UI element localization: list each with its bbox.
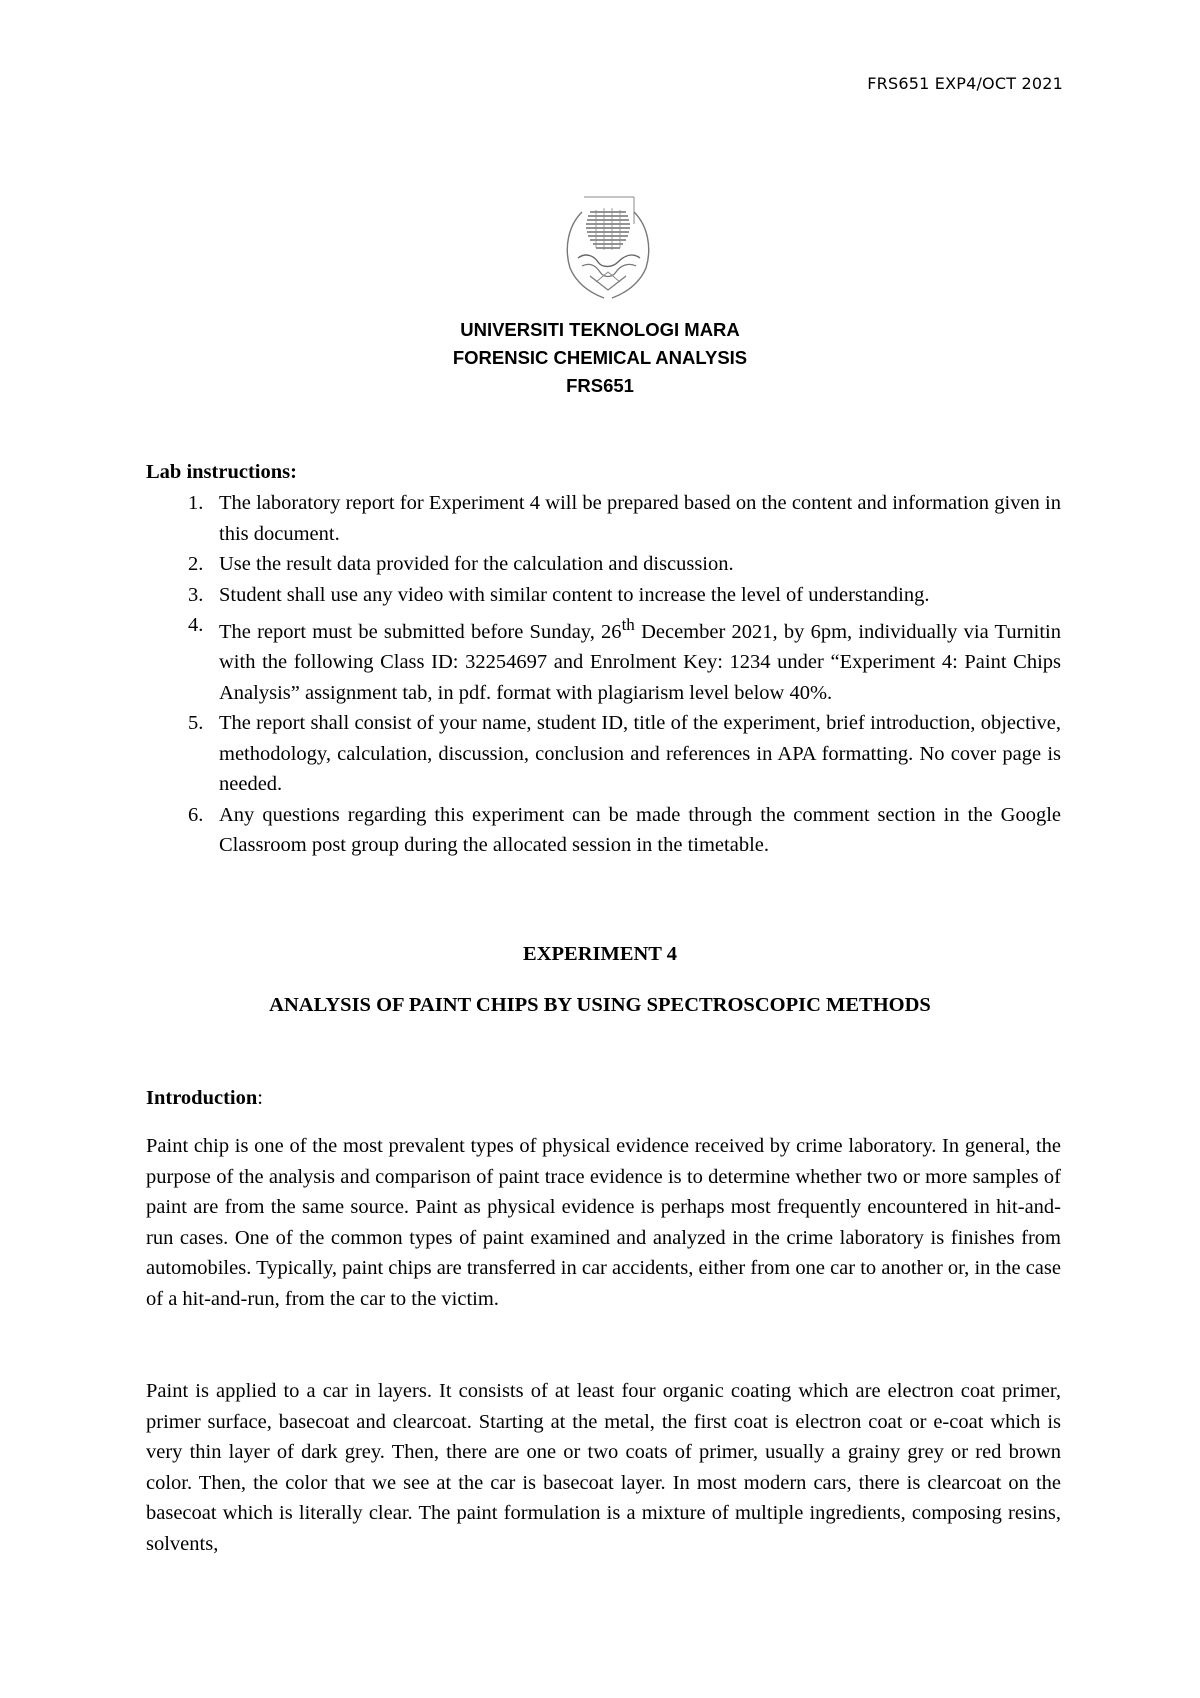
list-number: 4. — [188, 614, 204, 636]
introduction-heading-colon: : — [257, 1087, 263, 1109]
university-name: UNIVERSITI TEKNOLOGI MARA — [460, 319, 740, 340]
list-item — [146, 708, 1061, 800]
introduction-paragraph-1: Paint chip is one of the most prevalent types of physical evidence received by crime laboratory. In general, the purpose of the analysis and comparison of paint trace evidence is to determine whether two or more samples of paint are from the same source. Paint as physical evidence is perhaps most frequently encountered in hit-and-run cases. One of the common types of paint examined and analyzed in the crime laboratory is finishes from automobiles. Typically, paint chips are transferred in car accidents, either from one car to another or, in the case of a hit-and-run, from the car to the victim. — [146, 1135, 1061, 1310]
experiment-title: EXPERIMENT 4 — [523, 943, 677, 965]
list-item — [146, 580, 1061, 611]
deadline-text-start: The report must be submitted before Sunday, 26 — [219, 620, 622, 643]
introduction-heading-text: Introduction — [146, 1087, 258, 1109]
list-number: 1. — [188, 492, 204, 514]
experiment-subtitle: ANALYSIS OF PAINT CHIPS BY USING SPECTROSCOPIC METHODS — [269, 994, 931, 1016]
course-name: FORENSIC CHEMICAL ANALYSIS — [452, 347, 748, 368]
university-crest-icon — [560, 196, 656, 301]
list-item — [146, 488, 1061, 549]
list-item-text: Use the result data provided for the calculation and discussion. — [219, 553, 734, 575]
list-item-text: The laboratory report for Experiment 4 will be prepared based on the content and information given in this document. — [219, 492, 1061, 545]
date-ordinal-suffix: th — [621, 615, 635, 634]
list-item — [146, 610, 1061, 708]
course-code: FRS651 — [566, 375, 634, 396]
introduction-paragraph-2: Paint is applied to a car in layers. It consists of at least four organic coating which are electron coat primer, primer surface, basecoat and clearcoat. Starting at the metal, the first coat is electron coat or e-coat which is very thin layer of dark grey. Then, there are one or two coats of primer, usually a grainy grey or red brown color. Then, the color that we see at the car is basecoat layer. In most modern cars, there is clearcoat on the basecoat which is literally clear. The paint formulation is a mixture of multiple ingredients, composing resins, solvents, — [146, 1380, 1061, 1555]
introduction-heading — [146, 1087, 263, 1110]
list-item-text: Any questions regarding this experiment can be made through the comment section in the Google Classroom post group during the allocated session in the timetable. — [219, 803, 1061, 857]
list-item-text: Student shall use any video with similar content to increase the level of understanding. — [219, 583, 930, 606]
lab-instructions-list — [146, 488, 1061, 861]
lab-instructions-title: Lab instructions: — [146, 461, 297, 483]
list-number: 3. — [188, 583, 204, 606]
list-number: 6. — [188, 803, 204, 826]
institution-block — [0, 316, 1200, 400]
list-item — [146, 800, 1061, 861]
list-number: 2. — [188, 553, 204, 575]
deadline-text-end: December 2021, by 6pm, individually via Turnitin with the following Class ID: 32254697 and Enrolment Key: 1234 under “Experiment 4: Paint Chips Analysis” assignment tab, in pdf. format with plagiarism level below 40%. — [219, 620, 1062, 704]
list-number: 5. — [188, 712, 204, 735]
list-item-text: The report shall consist of your name, student ID, title of the experiment, brief introduction, objective, methodology, calculation, discussion, conclusion and references in APA formatting. No cover page is needed. — [219, 712, 1061, 796]
list-item — [146, 549, 1061, 580]
document-code: FRS651 EXP4/OCT 2021 — [867, 74, 1063, 93]
list-item-text — [219, 615, 1062, 704]
